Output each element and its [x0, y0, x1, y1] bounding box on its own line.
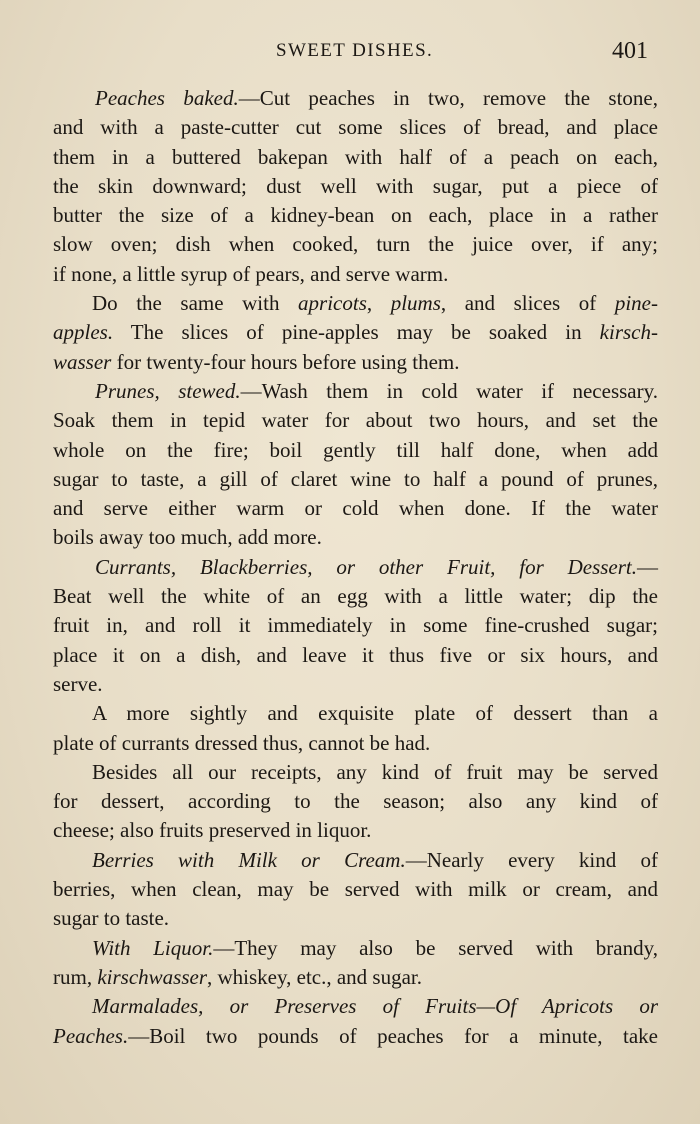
text-run: cheese; also fruits preserved in liquor. — [53, 818, 372, 843]
text-line — [0, 465, 658, 494]
text-line — [0, 875, 658, 904]
text-line — [0, 611, 658, 640]
text-run: A more sightly and exquisite plate of dessert than a — [92, 701, 658, 726]
text-line — [0, 523, 658, 552]
italic-text: kirsch- — [599, 320, 658, 345]
italic-text: Peaches baked. — [95, 86, 239, 110]
text-line — [0, 1022, 658, 1051]
text-run: and serve either warm or cold when done. If the water — [53, 496, 658, 521]
text-line — [0, 260, 658, 289]
italic-text: apples. — [53, 320, 114, 345]
text-run: Do the same with — [92, 291, 299, 316]
text-run: The slices of pine-apples may be soaked in — [113, 320, 600, 345]
text-line — [0, 641, 658, 670]
text-run: rum, — [53, 964, 98, 989]
text-run: the skin downward; dust well with sugar, put a piece of — [53, 173, 658, 198]
italic-text: With Liquor. — [92, 935, 214, 960]
text-line — [0, 143, 658, 172]
italic-text: kirschwasser — [97, 964, 207, 989]
text-line — [0, 348, 658, 377]
text-run: boils away too much, add more. — [53, 525, 322, 550]
text-run: and with a paste-cutter cut some slices of bread, and place — [53, 115, 658, 140]
text-run: for dessert, according to the season; also any kind of — [53, 789, 658, 814]
text-line — [0, 699, 658, 728]
text-line — [0, 553, 658, 582]
text-line — [0, 846, 658, 875]
text-line — [0, 816, 658, 845]
text-line — [0, 494, 658, 523]
italic-text: Peaches. — [53, 1023, 129, 1048]
text-run: serve. — [53, 671, 103, 696]
text-line — [0, 201, 658, 230]
text-run: for twenty-four hours before using them. — [111, 349, 460, 374]
text-run: —Boil two pounds of peaches for a minute, take — [128, 1023, 658, 1048]
text-line — [0, 582, 658, 611]
text-line — [0, 934, 658, 963]
text-line — [0, 84, 658, 113]
text-run: —They may also be served with brandy, — [213, 935, 658, 960]
text-run: berries, when clean, may be served with milk or cream, and — [53, 877, 658, 902]
italic-text: Prunes, stewed. — [95, 378, 241, 403]
text-run: Beat well the white of an egg with a little water; dip the — [53, 584, 658, 609]
italic-text: Berries with Milk or Cream. — [92, 847, 406, 872]
text-run: —Nearly every kind of — [405, 847, 658, 872]
text-line — [0, 113, 658, 142]
text-run: sugar to taste, a gill of claret wine to half a pound of prunes, — [53, 466, 658, 491]
italic-text: plums — [390, 291, 441, 316]
body-text — [0, 84, 700, 1051]
text-line — [0, 992, 658, 1021]
text-run: —Wash them in cold water if necessary. — [240, 378, 658, 403]
text-line — [0, 230, 658, 259]
text-line — [0, 436, 658, 465]
text-line — [0, 318, 658, 347]
text-run: , — [366, 291, 391, 316]
italic-text: pine- — [614, 291, 658, 316]
text-run: butter the size of a kidney-bean on each, place in a rather — [53, 203, 658, 228]
running-head — [0, 34, 700, 68]
text-line — [0, 377, 658, 406]
text-line — [0, 406, 658, 435]
text-line — [0, 963, 658, 992]
text-run: place it on a dish, and leave it thus five or six hours, and — [53, 642, 658, 667]
italic-text: Marmalades, or Preserves of Fruits—Of Apricots or — [92, 994, 658, 1019]
text-run: — — [637, 554, 658, 579]
text-line — [0, 289, 658, 318]
text-run: Besides all our receipts, any kind of fruit may be served — [92, 759, 658, 784]
text-run: Soak them in tepid water for about two hours, and set the — [53, 408, 658, 433]
text-run: plate of currants dressed thus, cannot be had. — [53, 730, 431, 755]
text-line — [0, 670, 658, 699]
text-run: , whiskey, etc., and sugar. — [207, 964, 423, 989]
text-run: whole on the fire; boil gently till half done, when add — [53, 437, 658, 462]
italic-text: wasser — [53, 349, 112, 374]
text-run: if none, a little syrup of pears, and serve warm. — [53, 261, 449, 286]
text-run: them in a buttered bakepan with half of a peach on each, — [53, 144, 658, 169]
running-title: SWEET DISHES. — [276, 40, 434, 61]
text-line — [0, 729, 658, 758]
italic-text: Currants, Blackberries, or other Fruit, for Dessert. — [95, 554, 637, 579]
text-run: slow oven; dish when cooked, turn the juice over, if any; — [53, 232, 658, 257]
text-line — [0, 904, 658, 933]
text-run: sugar to taste. — [53, 906, 170, 931]
text-line — [0, 787, 658, 816]
text-run: —Cut peaches in two, remove the stone, — [238, 86, 658, 110]
text-line — [0, 172, 658, 201]
italic-text: apricots — [298, 291, 367, 316]
page-number: 401 — [612, 38, 648, 64]
text-line — [0, 758, 658, 787]
text-run: , and slices of — [440, 291, 615, 316]
text-run: fruit in, and roll it immediately in some fine-crushed sugar; — [53, 613, 658, 638]
